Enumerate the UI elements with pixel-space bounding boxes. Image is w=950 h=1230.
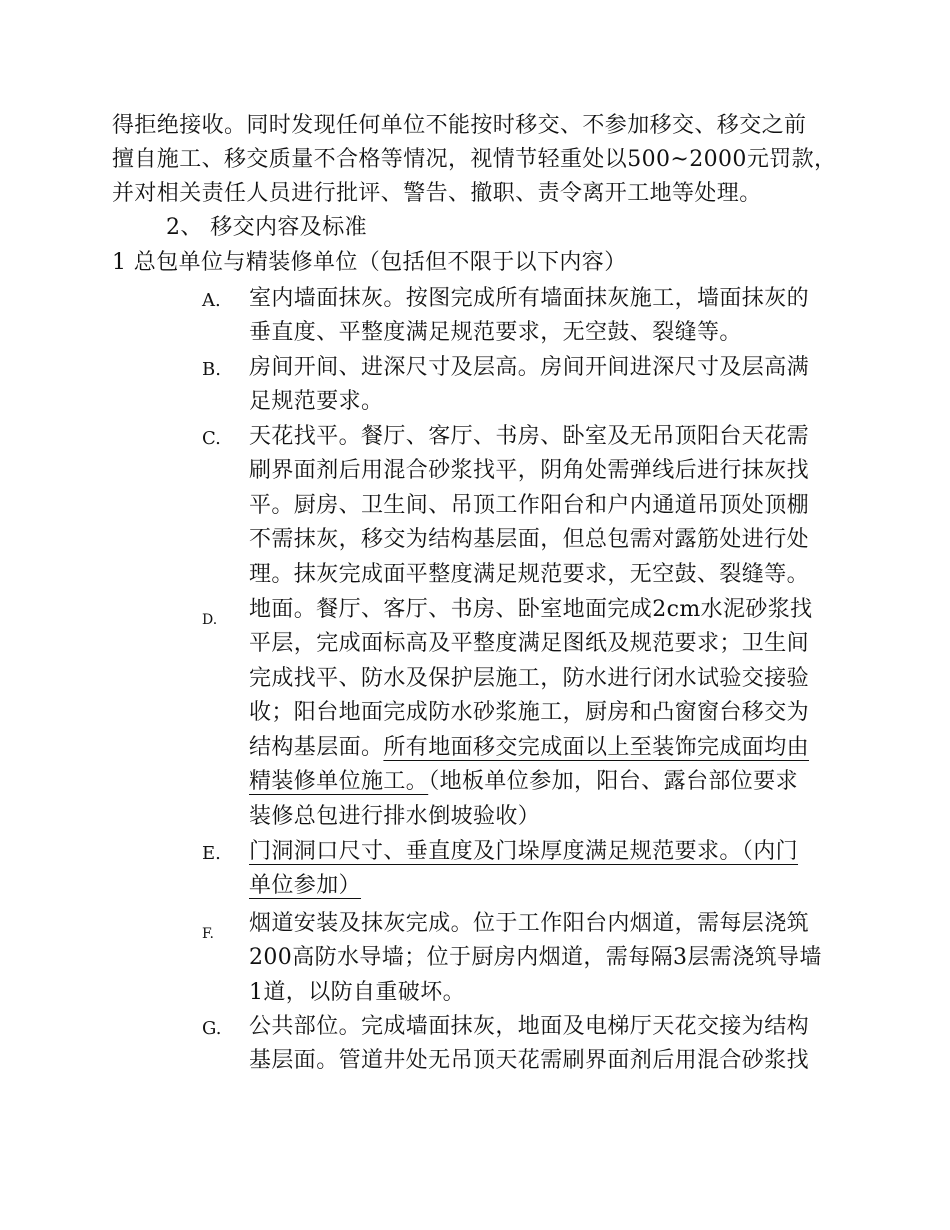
item-c-marker: C. xyxy=(202,428,221,449)
item-d-line-6 xyxy=(249,770,798,794)
item-c-line-3: 平。厨房、卫生间、吊顶工作阳台和户内通道吊顶处顶棚 xyxy=(249,493,810,518)
item-e-line-1: 门洞洞口尺寸、垂直度及门垛厚度满足规范要求。（内门 xyxy=(249,839,799,864)
item-e-line-2: 单位参加） xyxy=(249,873,362,898)
item-d-line-6-text: （地板单位参加，阳台、露台部位要求 xyxy=(428,769,799,794)
item-f-line-1: 烟道安装及抹灰完成。位于工作阳台内烟道，需每层浇筑 xyxy=(249,911,810,936)
item-g-line-1: 公共部位。完成墙面抹灰，地面及电梯厅天花交接为结构 xyxy=(249,1014,810,1039)
item-c-line-2: 刷界面剂后用混合砂浆找平，阴角处需弹线后进行抹灰找 xyxy=(249,458,810,483)
item-d-line-5 xyxy=(249,736,809,760)
item-d-underlined-text-2: 精装修单位施工。 xyxy=(249,769,429,794)
section-heading: 2、 移交内容及标准 xyxy=(166,215,367,240)
item-d-line-2: 平层，完成面标高及平整度满足图纸及规范要求；卫生间 xyxy=(249,631,810,656)
subsection-heading: 1 总包单位与精装修单位（包括但不限于以下内容） xyxy=(112,250,627,275)
intro-line-2: 擅自施工、移交质量不合格等情况，视情节轻重处以500~2000元罚款， xyxy=(112,147,837,172)
item-g-marker: G. xyxy=(202,1018,222,1039)
item-g-line-2: 基层面。管道井处无吊顶天花需刷界面剂后用混合砂浆找 xyxy=(249,1048,810,1073)
item-d-line-3: 完成找平、防水及保护层施工，防水进行闭水试验交接验 xyxy=(249,666,810,691)
item-c-line-4: 不需抹灰，移交为结构基层面，但总包需对露筋处进行处 xyxy=(249,527,810,552)
item-e-marker: E. xyxy=(202,843,221,864)
item-f-marker: F. xyxy=(202,926,214,942)
item-a-line-1: 室内墙面抹灰。按图完成所有墙面抹灰施工，墙面抹灰的 xyxy=(249,286,810,311)
intro-line-3: 并对相关责任人员进行批评、警告、撤职、责令离开工地等处理。 xyxy=(112,181,762,206)
item-d-line-4: 收；阳台地面完成防水砂浆施工，厨房和凸窗窗台移交为 xyxy=(249,700,810,725)
item-d-line-5-text: 结构基层面。 xyxy=(249,735,384,760)
item-a-marker: A. xyxy=(202,290,221,311)
item-d-line-1: 地面。餐厅、客厅、书房、卧室地面完成2cm水泥砂浆找 xyxy=(249,597,813,622)
intro-line-1: 得拒绝接收。同时发现任何单位不能按时移交、不参加移交、移交之前 xyxy=(112,113,807,138)
item-a-line-2: 垂直度、平整度满足规范要求，无空鼓、裂缝等。 xyxy=(249,320,742,345)
item-d-line-7: 装修总包进行排水倒坡验收） xyxy=(249,804,541,829)
item-b-line-2: 足规范要求。 xyxy=(249,389,384,414)
item-f-line-3: 1道，以防自重破坏。 xyxy=(249,980,465,1005)
item-d-marker: D. xyxy=(202,612,218,628)
item-d-underlined-text-1: 所有地面移交完成面以上至装饰完成面均由 xyxy=(383,735,810,760)
item-b-marker: B. xyxy=(202,359,221,380)
item-b-line-1: 房间开间、进深尺寸及层高。房间开间进深尺寸及层高满 xyxy=(249,355,810,380)
item-f-line-2: 200高防水导墙；位于厨房内烟道，需每隔3层需浇筑导墙 xyxy=(249,945,822,970)
item-c-line-1: 天花找平。餐厅、客厅、书房、卧室及无吊顶阳台天花需 xyxy=(249,424,810,449)
item-c-line-5: 理。抹灰完成面平整度满足规范要求，无空鼓、裂缝等。 xyxy=(249,562,810,587)
